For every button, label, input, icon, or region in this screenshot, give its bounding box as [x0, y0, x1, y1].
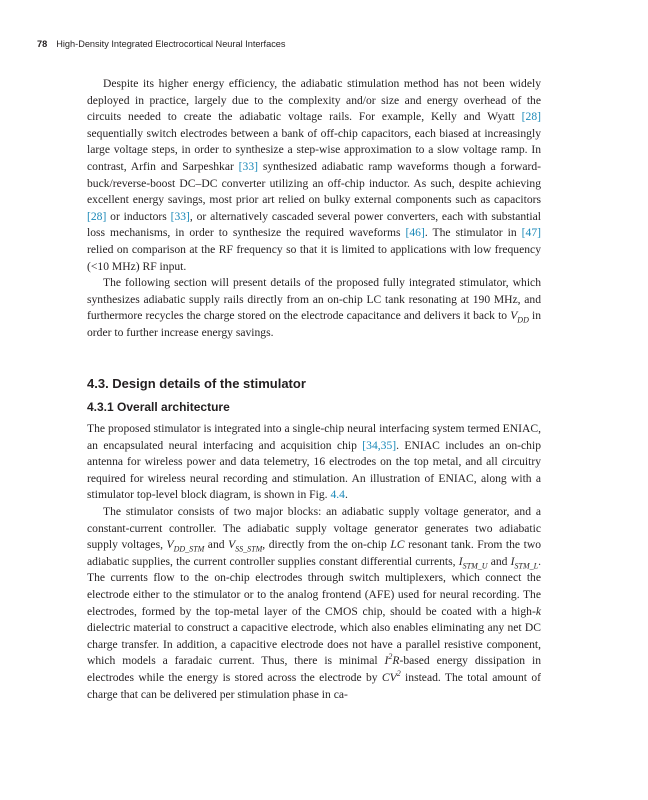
symbol-i2r: $I^2R$: [384, 652, 400, 668]
symbol-vdd-stm: $V_{DD\_STM}$: [166, 538, 205, 554]
citation-link[interactable]: [28]: [87, 209, 107, 223]
citation-link[interactable]: 35]: [380, 438, 397, 452]
running-header: [37, 39, 286, 49]
page-number: 78: [37, 39, 48, 49]
paragraph-eniac: The proposed stimulator is integrated into a single-chip neural interfacing system termed ENIAC, an encapsulated neural interfacing and acquisition chip [34,35]. ENIAC includes an on-chip antenna for wireless power and data telemetry, 16 electrodes on the top metal, and all circuitry required for wireless neural recording and stimulation. An illustration of ENIAC, along with a stimulator top-level block diagram, is shown in Fig. 4.4.: [87, 422, 541, 502]
citation-link[interactable]: [28]: [521, 110, 541, 124]
intro-text-block: [87, 76, 541, 342]
symbol-k: k: [535, 604, 541, 618]
citation-link[interactable]: [33]: [170, 209, 190, 223]
paragraph-stimulator-blocks: The stimulator consists of two major blocks: an adiabatic supply voltage generator, and a constant-current controller. The adiabatic supply voltage generator generates two adiabatic supply voltages, $V_{DD\_STM}$ and $V_{SS\_STM}$, directly from the on-chip LC resonant tank. From the two adiabatic supplies, the current controller supplies constant differential currents, $I_{STM\_U}$ and $I_{STM\_L}$. The currents flow to the on-chip electrodes through switch multiplexers, which connect the electrode either to the stimulator or to the analog frontend (AFE) used for neural recording. The electrodes, formed by the top-metal layer of the CMOS chip, should be coated with a high-k dielectric material to construct a capacitive electrode, which also enables eliminating any net DC charge transfer. In addition, a capacitive electrode does not have a parallel resistive component, which models a faradaic current. Thus, there is minimal $I^2R$-based energy dissipation in electrodes while the energy is stored across the electrode by $CV^2$ instead. The total amount of charge that can be delivered per stimulation phase in ca-: [87, 504, 542, 701]
symbol-vdd: $V_{DD}$: [510, 309, 529, 325]
section-heading: 4.3. Design details of the stimulator: [87, 376, 306, 391]
symbol-vss-stm: $V_{SS\_STM}$: [228, 538, 263, 554]
citation-link[interactable]: [34,: [362, 438, 381, 452]
paragraph-proposed-stimulator: The following section will present details of the proposed fully integrated stimulator, which synthesizes adiabatic supply rails directly from an on-chip LC tank resonating at 190 MHz, and furthermore recycles the charge stored on the electrode capacitance and delivers it back to $V_{DD}$ in order to further increase energy savings.: [87, 276, 541, 339]
symbol-istm-u: $I_{STM\_U}$: [458, 554, 488, 571]
symbol-cv2: $CV^2$: [381, 669, 401, 684]
symbol-lc: LC: [390, 538, 405, 552]
symbol-istm-l: $I_{STM\_L}$: [510, 554, 539, 571]
subsection-heading: 4.3.1 Overall architecture: [87, 400, 230, 414]
figure-link[interactable]: 4.4: [330, 488, 345, 502]
architecture-text-block: [87, 421, 541, 703]
paragraph-adiabatic-prior-art: Despite its higher energy efficiency, the adiabatic stimulation method has not been widely deployed in practice, largely due to the complexity and/or size and energy overhead of the circuits needed to create the adiabatic voltage rails. For example, Kelly and Wyatt [28] sequentially switch electrodes between a bank of off-chip capacitors, each biased at increasingly large voltage steps, in order to synthesize a step-wise approximation to a slow voltage ramp. In contrast, Arfin and Sarpeshkar [33] synthesized adiabatic ramp waveforms though a forward-buck/reverse-boost DC–DC converter utilizing an off-chip inductor. As such, despite achieving excellent energy savings, most prior art relied on bulky external components such as capacitors [28] or inductors [33], or alternatively cascaded several power converters, each with substantial loss mechanisms, in order to synthesize the required waveforms [46]. The stimulator in [47] relied on comparison at the RF frequency so that it is limited to applications with low frequency (<10 MHz) RF input.: [87, 77, 541, 273]
citation-link[interactable]: [33]: [238, 159, 258, 173]
running-title: High-Density Integrated Electrocortical Neural Interfaces: [56, 39, 286, 49]
citation-link[interactable]: [47]: [521, 226, 541, 240]
citation-link[interactable]: [46]: [405, 226, 425, 240]
